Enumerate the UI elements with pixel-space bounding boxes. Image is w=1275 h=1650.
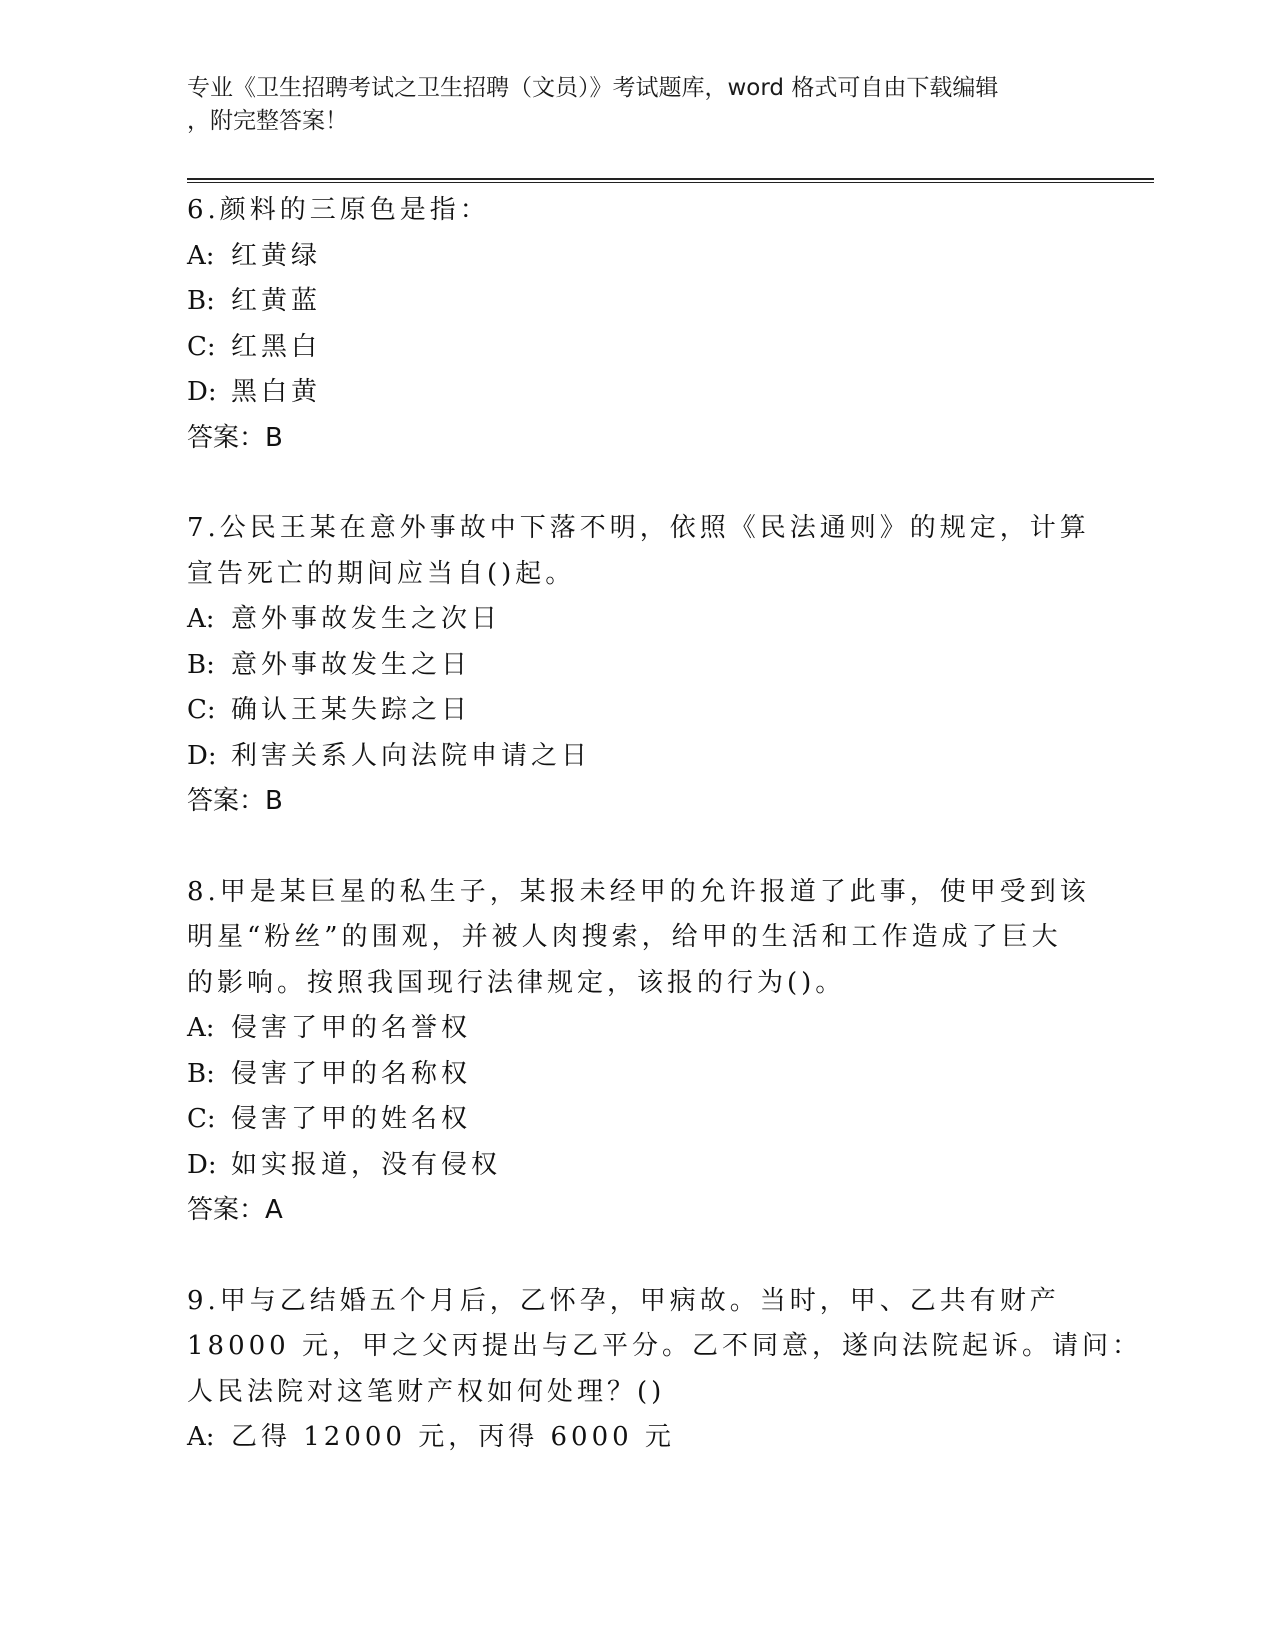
question-text: 7.公民王某在意外事故中下落不明，依照《民法通则》的规定，计算	[187, 513, 1090, 543]
answer-line: 答案：A	[187, 1195, 283, 1225]
option-row	[187, 370, 1087, 416]
option-text: 红黄蓝	[231, 286, 322, 316]
option-text: 确认王某失踪之日	[231, 695, 472, 725]
option-letter: B:	[187, 649, 215, 680]
document-header	[187, 72, 1087, 138]
question-item	[187, 188, 1087, 461]
question-item	[187, 506, 1090, 825]
option-row	[187, 688, 1087, 734]
option-text: 红黑白	[231, 331, 322, 362]
question-list	[187, 188, 1142, 1506]
option-letter: B:	[187, 1058, 215, 1089]
option-row	[187, 234, 1087, 280]
option-row	[187, 1143, 1087, 1189]
option-letter: B:	[187, 286, 215, 316]
option-text: 乙得 12000 元，丙得 6000 元	[231, 1422, 675, 1452]
option-letter: A:	[187, 604, 215, 634]
question-text: 的影响。按照我国现行法律规定，该报的行为()。	[187, 967, 846, 998]
option-row	[187, 1052, 1087, 1098]
option-text: 黑白黄	[231, 377, 322, 407]
question-text: 9.甲与乙结婚五个月后，乙怀孕，甲病故。当时，甲、乙共有财产	[187, 1285, 1060, 1316]
header-line-2: ，附完整答案！	[187, 108, 348, 134]
option-row	[187, 734, 1087, 780]
header-divider	[187, 178, 1154, 183]
option-letter: D:	[187, 1149, 217, 1180]
question-text: 人民法院对这笔财产权如何处理？()	[187, 1376, 666, 1407]
option-text: 利害关系人向法院申请之日	[231, 740, 592, 771]
option-text: 侵害了甲的姓名权	[231, 1104, 472, 1134]
option-row	[187, 643, 1087, 689]
option-row	[187, 279, 1087, 325]
option-row	[187, 325, 1087, 371]
option-text: 侵害了甲的名称权	[231, 1058, 472, 1089]
option-text: 意外事故发生之日	[231, 649, 472, 680]
option-text: 红黄绿	[231, 240, 322, 271]
option-row	[187, 1097, 1087, 1143]
question-text: 6.颜料的三原色是指：	[187, 195, 490, 225]
header-line-1: 专业《卫生招聘考试之卫生招聘（文员）》考试题库，word 格式可自由下载编辑	[187, 75, 999, 101]
option-letter: C:	[187, 1104, 216, 1134]
question-item	[187, 870, 1090, 1234]
answer-line: 答案：B	[187, 786, 283, 816]
option-letter: C:	[187, 695, 216, 725]
question-text: 宣告死亡的期间应当自()起。	[187, 558, 576, 589]
option-letter: A:	[187, 1013, 215, 1043]
option-text: 如实报道，没有侵权	[231, 1149, 502, 1180]
option-row	[187, 597, 1087, 643]
question-text: 18000 元，甲之父丙提出与乙平分。乙不同意，遂向法院起诉。请问：	[187, 1331, 1142, 1361]
option-text: 侵害了甲的名誉权	[231, 1013, 472, 1043]
option-letter: A:	[187, 1422, 215, 1452]
option-row	[187, 1415, 1087, 1461]
option-letter: A:	[187, 240, 215, 271]
option-letter: D:	[187, 377, 217, 407]
question-item	[187, 1279, 1142, 1461]
option-letter: D:	[187, 740, 217, 771]
option-row	[187, 1006, 1087, 1052]
answer-line: 答案：B	[187, 422, 283, 453]
option-text: 意外事故发生之次日	[231, 604, 502, 634]
question-text: 8.甲是某巨星的私生子，某报未经甲的允许报道了此事，使甲受到该	[187, 876, 1090, 907]
option-letter: C:	[187, 331, 216, 362]
question-text: 明星“粉丝”的围观，并被人肉搜索，给甲的生活和工作造成了巨大	[187, 922, 1062, 952]
